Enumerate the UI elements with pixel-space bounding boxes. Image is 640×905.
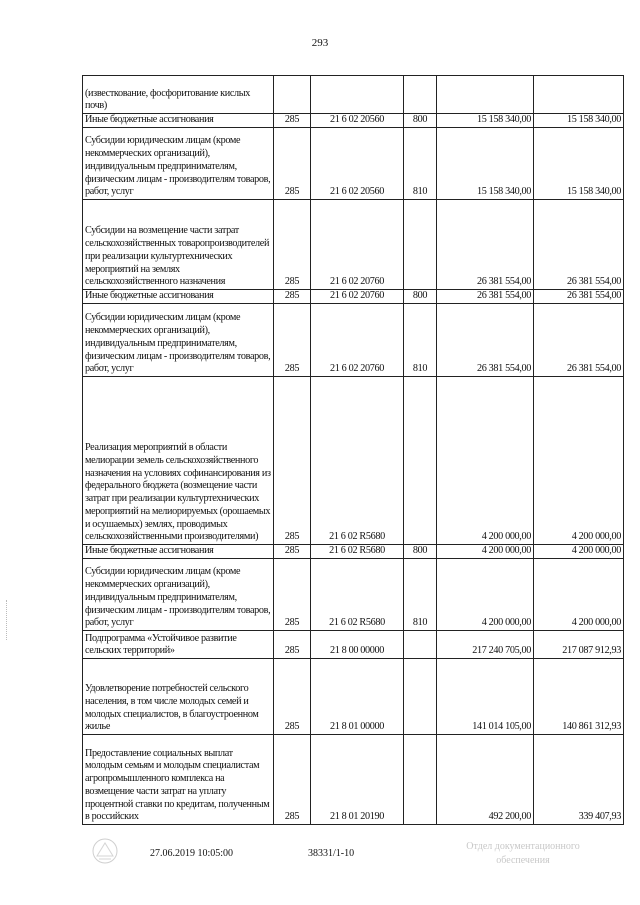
row-code: 21 6 02 20760: [311, 304, 404, 377]
row-vr: [404, 377, 437, 545]
row-vr: [404, 76, 437, 114]
row-gr: 285: [274, 200, 311, 290]
row-vr: 800: [404, 290, 437, 304]
table-row: [83, 377, 624, 545]
row-sum-2019: 492 200,00: [437, 735, 534, 825]
row-name: Подпрограмма «Устойчивое развитие сельских территорий»: [83, 631, 274, 659]
row-code: 21 6 02 R5680: [311, 559, 404, 631]
row-name: (известкование, фосфоритование кислых почв): [83, 76, 274, 114]
budget-table: [82, 75, 624, 825]
row-name: Иные бюджетные ассигнования: [83, 114, 274, 128]
row-name: Субсидии юридическим лицам (кроме некоммерческих организаций), индивидуальным предпринимателям, физическим лицам - производителям товаров, работ, услуг: [83, 559, 274, 631]
row-name: Субсидии на возмещение части затрат сельскохозяйственных товаропроизводителей при реализации культуртехнических мероприятий на землях сельскохозяйственного назначения: [83, 200, 274, 290]
row-gr: [274, 76, 311, 114]
row-vr: [404, 659, 437, 735]
row-name: Предоставление социальных выплат молодым семьям и молодым специалистам агропромышленного комплекса на возмещение части затрат на уплату процентной ставки по кредитам, полученным в российских: [83, 735, 274, 825]
row-name: Иные бюджетные ассигнования: [83, 290, 274, 304]
row-code: 21 6 02 R5680: [311, 545, 404, 559]
budget-table-body: [83, 76, 624, 825]
row-gr: 285: [274, 290, 311, 304]
row-sum-2019: 15 158 340,00: [437, 114, 534, 128]
row-code: 21 6 02 20560: [311, 114, 404, 128]
row-gr: 285: [274, 128, 311, 200]
page-number: 293: [311, 37, 329, 49]
row-sum-2019-exec: 15 158 340,00: [534, 114, 624, 128]
table-row: [83, 200, 624, 290]
row-sum-2019: [437, 76, 534, 114]
row-code: 21 8 00 00000: [311, 631, 404, 659]
row-name: Удовлетворение потребностей сельского населения, в том числе молодых семей и молодых специалистов, в благоустроенном жилье: [83, 659, 274, 735]
table-row: [83, 659, 624, 735]
row-sum-2019: 4 200 000,00: [437, 559, 534, 631]
row-vr: 800: [404, 545, 437, 559]
row-code: 21 6 02 20760: [311, 200, 404, 290]
margin-mark: [6, 600, 9, 640]
row-sum-2019: 15 158 340,00: [437, 128, 534, 200]
row-name: Субсидии юридическим лицам (кроме некоммерческих организаций), индивидуальным предпринимателям, физическим лицам - производителям товаров, работ, услуг: [83, 304, 274, 377]
row-sum-2019-exec: 15 158 340,00: [534, 128, 624, 200]
row-sum-2019: 26 381 554,00: [437, 304, 534, 377]
row-sum-2019: 4 200 000,00: [437, 377, 534, 545]
table-row: [83, 631, 624, 659]
table-row: [83, 735, 624, 825]
table-row: [83, 304, 624, 377]
table-row: [83, 559, 624, 631]
table-row: [83, 76, 624, 114]
row-sum-2019-exec: 4 200 000,00: [534, 559, 624, 631]
row-name: Субсидии юридическим лицам (кроме некоммерческих организаций), индивидуальным предпринимателям, физическим лицам - производителям товаров, работ, услуг: [83, 128, 274, 200]
row-sum-2019-exec: 26 381 554,00: [534, 290, 624, 304]
stamp-icon: [90, 836, 120, 866]
row-vr: 800: [404, 114, 437, 128]
row-code: 21 6 02 20560: [311, 128, 404, 200]
row-sum-2019-exec: 217 087 912,93: [534, 631, 624, 659]
row-sum-2019-exec: 26 381 554,00: [534, 200, 624, 290]
row-gr: 285: [274, 114, 311, 128]
row-sum-2019-exec: 26 381 554,00: [534, 304, 624, 377]
row-sum-2019-exec: 4 200 000,00: [534, 545, 624, 559]
row-vr: [404, 631, 437, 659]
row-code: 21 8 01 20190: [311, 735, 404, 825]
row-sum-2019: 141 014 105,00: [437, 659, 534, 735]
table-row: [83, 290, 624, 304]
row-gr: 285: [274, 659, 311, 735]
row-sum-2019-exec: [534, 76, 624, 114]
row-code: [311, 76, 404, 114]
row-gr: 285: [274, 735, 311, 825]
row-sum-2019: 4 200 000,00: [437, 545, 534, 559]
row-sum-2019: 26 381 554,00: [437, 290, 534, 304]
table-row: [83, 114, 624, 128]
table-row: [83, 128, 624, 200]
footer-doc-number: 38331/1-10: [308, 848, 355, 859]
footer-department: Отдел документационного обеспечения: [466, 841, 580, 866]
row-sum-2019-exec: 339 407,93: [534, 735, 624, 825]
row-vr: 810: [404, 304, 437, 377]
row-gr: 285: [274, 631, 311, 659]
row-vr: [404, 735, 437, 825]
row-code: 21 6 02 20760: [311, 290, 404, 304]
row-sum-2019-exec: 140 861 312,93: [534, 659, 624, 735]
row-gr: 285: [274, 545, 311, 559]
row-vr: [404, 200, 437, 290]
row-name: Реализация мероприятий в области мелиорации земель сельскохозяйственного назначения на условиях софинансирования из федерального бюджета (возмещение части затрат при реализации культуртехнических мероприятий на мелиорируемых (орошаемых и осушаемых) землях, проводимых сельскохозяйственными производителями): [83, 377, 274, 545]
row-code: 21 6 02 R5680: [311, 377, 404, 545]
row-gr: 285: [274, 559, 311, 631]
row-vr: 810: [404, 128, 437, 200]
row-sum-2019: 217 240 705,00: [437, 631, 534, 659]
row-name: Иные бюджетные ассигнования: [83, 545, 274, 559]
row-code: 21 8 01 00000: [311, 659, 404, 735]
row-vr: 810: [404, 559, 437, 631]
table-row: [83, 545, 624, 559]
row-gr: 285: [274, 304, 311, 377]
footer-date: 27.06.2019 10:05:00: [150, 848, 234, 859]
row-sum-2019-exec: 4 200 000,00: [534, 377, 624, 545]
row-sum-2019: 26 381 554,00: [437, 200, 534, 290]
row-gr: 285: [274, 377, 311, 545]
